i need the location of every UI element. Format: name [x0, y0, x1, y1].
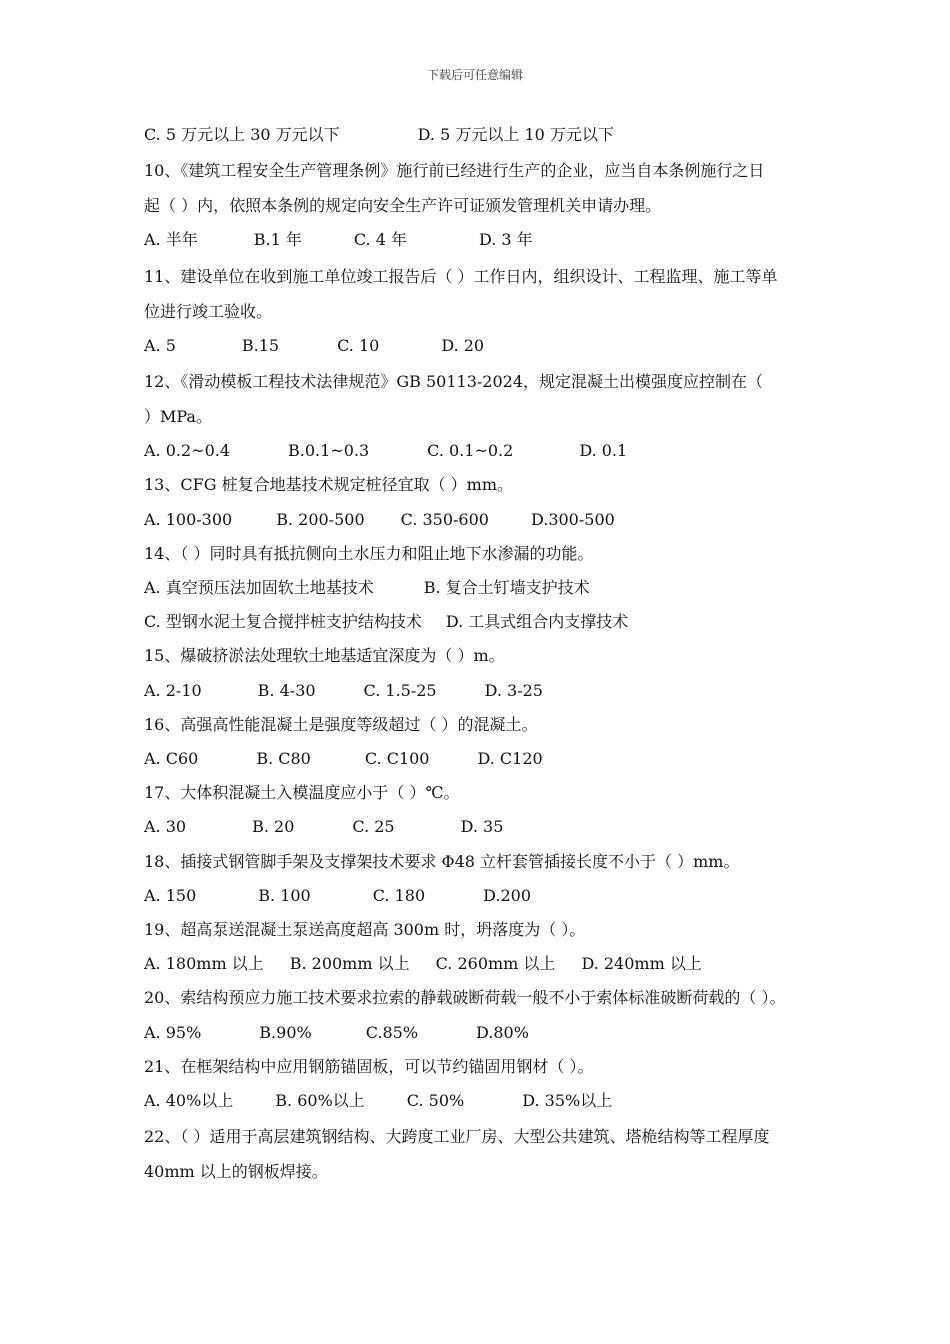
answer-option: D. 工具式组合内支撑技术: [445, 612, 629, 632]
answer-option: B. C80: [256, 749, 311, 769]
answer-option: D. 3 年: [478, 230, 533, 250]
answer-option: D. 3-25: [484, 680, 543, 700]
answer-options: [144, 223, 814, 257]
answer-option: C. C100: [364, 749, 430, 769]
answer-options: [144, 571, 814, 605]
question-text: 位进行竣工验收。: [144, 301, 273, 321]
answer-option: A. 95%: [144, 1022, 202, 1042]
question-list: [144, 118, 814, 1189]
question-text: 20、索结构预应力施工技术要求拉索的静载破断荷载一般不小于索体标准破断荷载的（ ）。: [144, 988, 786, 1008]
question-text: 起（ ）内，依照本条例的规定向安全生产许可证颁发管理机关申请办理。: [144, 196, 662, 216]
answer-option: B. 100: [258, 885, 311, 905]
answer-option: D. 240mm 以上: [581, 954, 702, 974]
answer-option: D. 20: [441, 335, 485, 355]
answer-option: A. 30: [144, 817, 187, 837]
answer-option: C. 25: [352, 817, 395, 837]
answer-options: [144, 1016, 814, 1050]
question-text: 21、在框架结构中应用钢筋锚固板，可以节约锚固用钢材（ ）。: [144, 1056, 594, 1076]
answer-option: A. 5: [144, 335, 176, 355]
answer-option: B. 60%以上: [275, 1091, 365, 1111]
answer-option: A. 2-10: [144, 680, 202, 700]
answer-option: C. 型钢水泥土复合搅拌桩支护结构技术: [144, 612, 422, 632]
question-text: 15、爆破挤淤法处理软土地基适宜深度为（ ）m。: [144, 646, 505, 666]
answer-option: B. 复合土钉墙支护技术: [423, 578, 590, 598]
answer-option: C. 350-600: [400, 509, 489, 529]
answer-option: C. 5 万元以上 30 万元以下: [144, 125, 340, 144]
answer-options: [144, 434, 814, 468]
answer-option: A. 180mm 以上: [144, 954, 264, 974]
question-text: 10、《建筑工程安全生产管理条例》施行前已经进行生产的企业，应当自本条例施行之日: [144, 161, 765, 181]
answer-option: A. 半年: [144, 230, 198, 250]
answer-option: C. 10: [337, 335, 380, 355]
answer-option: A. 100-300: [144, 509, 233, 529]
answer-options: [144, 118, 814, 152]
answer-option: B. 20: [252, 817, 295, 837]
answer-option: B.1 年: [253, 230, 302, 250]
answer-option: D. 35: [460, 817, 504, 837]
answer-option: D. 0.1: [579, 441, 628, 461]
answer-option: A. 0.2~0.4: [144, 441, 231, 461]
question-text: ）MPa。: [144, 407, 212, 427]
answer-option: B. 200mm 以上: [289, 954, 410, 974]
answer-option: C. 4 年: [353, 230, 407, 250]
answer-option: A. C60: [144, 749, 199, 769]
page-header: 下载后可任意编辑: [426, 68, 523, 82]
answer-option: B.90%: [259, 1022, 312, 1042]
answer-options: [144, 329, 814, 363]
answer-option: C. 180: [372, 885, 426, 905]
question-text: 22、（ ）适用于高层建筑钢结构、大跨度工业厂房、大型公共建筑、塔桅结构等工程厚度: [144, 1127, 770, 1147]
answer-option: D.200: [483, 885, 532, 905]
question-text: 11、建设单位在收到施工单位竣工报告后（ ）工作日内，组织设计、工程监理、施工等单: [144, 266, 778, 286]
question-text: 40mm 以上的钢板焊接。: [144, 1162, 328, 1182]
answer-option: B.0.1~0.3: [288, 441, 370, 461]
answer-option: B. 200-500: [276, 509, 365, 529]
question-text: 17、大体积混凝土入模温度应小于（ ）℃。: [144, 783, 460, 803]
answer-option: D. 5 万元以上 10 万元以下: [417, 125, 614, 144]
answer-option: A. 真空预压法加固软土地基技术: [144, 578, 374, 598]
answer-options: [144, 605, 814, 639]
answer-option: A. 150: [144, 885, 197, 905]
question-text: 13、CFG 桩复合地基技术规定桩径宜取（ ）mm。: [144, 475, 514, 495]
answer-option: D.80%: [476, 1022, 529, 1042]
question-text: 12、《滑动模板工程技术法律规范》GB 50113-2024，规定混凝土出模强度应控制在（: [144, 372, 764, 392]
answer-option: C. 50%: [406, 1091, 465, 1111]
question-text: 14、（ ）同时具有抵抗侧向土水压力和阻止地下水渗漏的功能。: [144, 543, 594, 563]
answer-options: [144, 1084, 814, 1118]
question-text: 19、超高泵送混凝土泵送高度超高 300m 时，坍落度为（ ）。: [144, 920, 586, 940]
question-text: 16、高强高性能混凝土是强度等级超过（ ）的混凝土。: [144, 714, 538, 734]
answer-option: D. C120: [477, 749, 543, 769]
answer-option: D.300-500: [530, 509, 615, 529]
answer-option: C. 0.1~0.2: [427, 441, 514, 461]
answer-option: B. 4-30: [257, 680, 316, 700]
answer-options: [144, 810, 814, 844]
answer-option: C. 260mm 以上: [435, 954, 556, 974]
answer-option: C.85%: [365, 1022, 419, 1042]
answer-options: [144, 742, 814, 776]
answer-option: D. 35%以上: [522, 1091, 613, 1111]
answer-option: A. 40%以上: [144, 1091, 234, 1111]
answer-option: C. 1.5-25: [363, 680, 437, 700]
answer-options: [144, 879, 814, 913]
answer-option: B.15: [241, 335, 280, 355]
answer-options: [144, 947, 814, 981]
question-text: 18、插接式钢管脚手架及支撑架技术要求 Φ48 立杆套管插接长度不小于（ ）mm。: [144, 851, 740, 871]
answer-options: [144, 503, 814, 537]
answer-options: [144, 674, 814, 708]
